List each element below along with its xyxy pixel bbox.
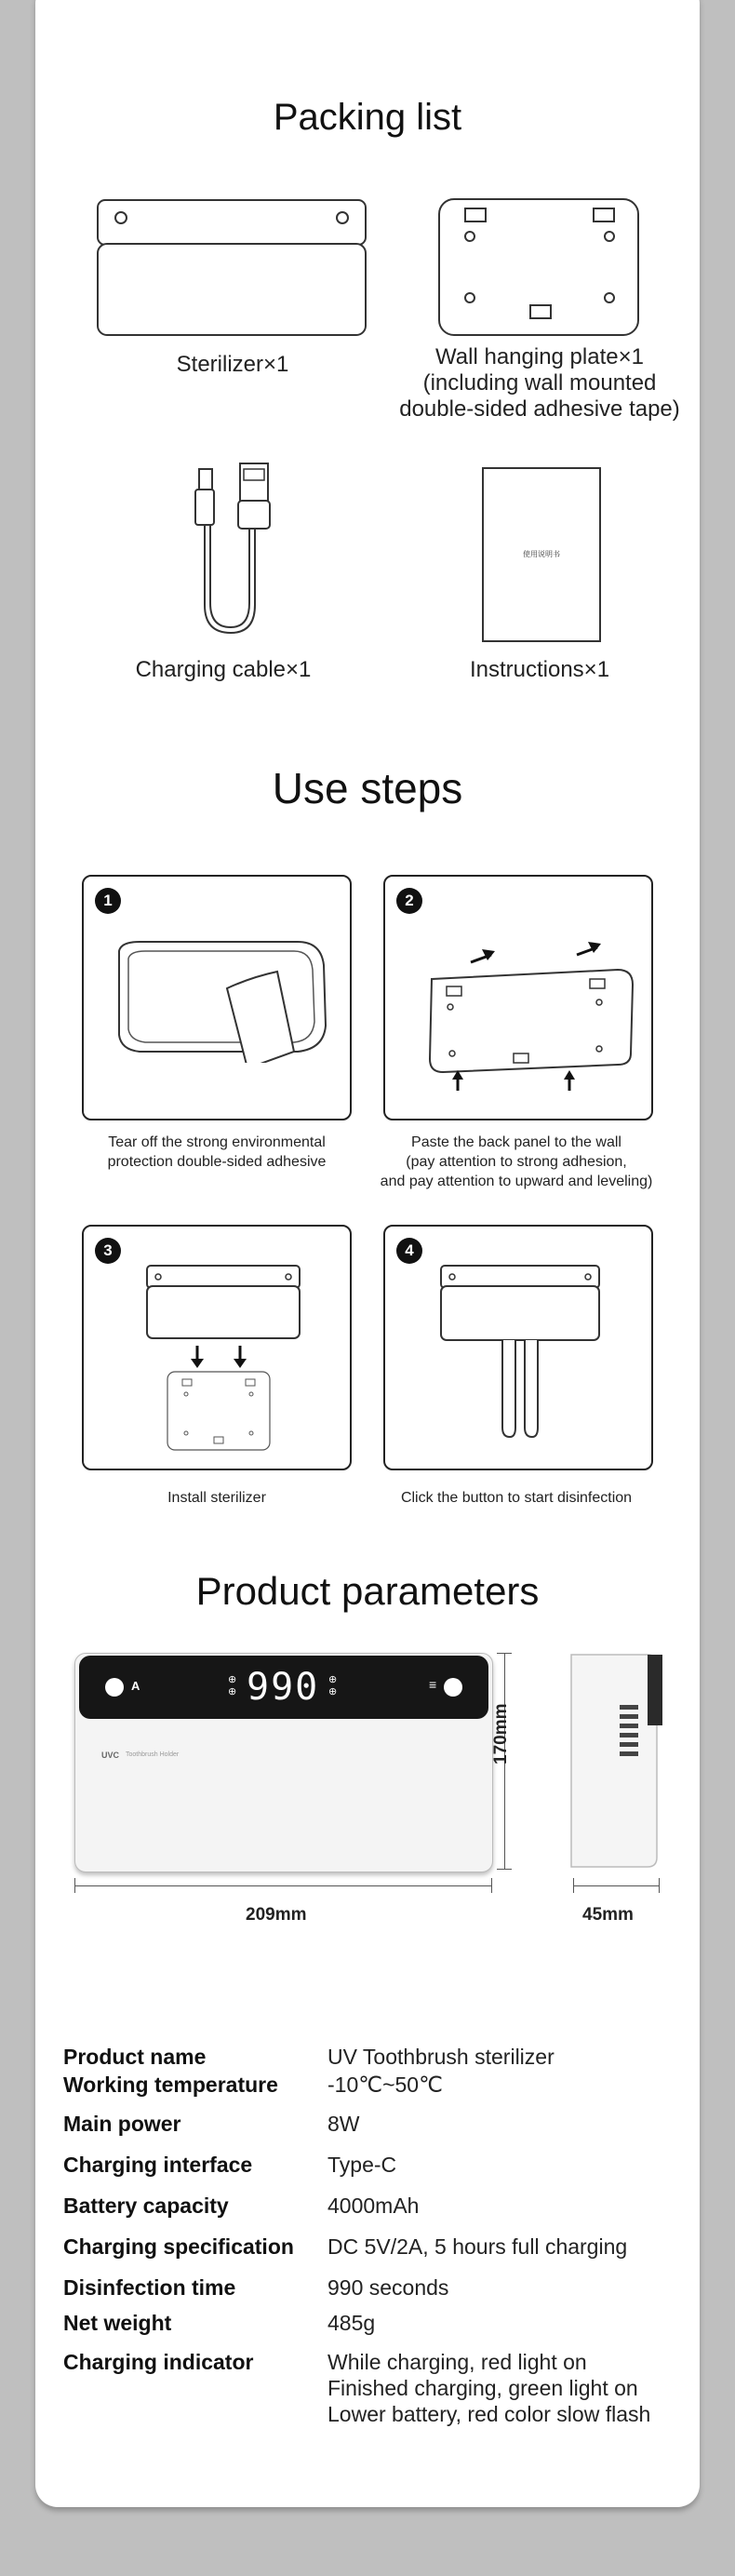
sterilizer-illustration bbox=[93, 195, 372, 344]
mode-label: A bbox=[131, 1679, 140, 1693]
step-3-caption bbox=[82, 1488, 352, 1508]
charging-cable-illustration bbox=[186, 456, 288, 642]
height-label: 170mm bbox=[491, 1703, 511, 1764]
step-1-box bbox=[82, 875, 352, 1120]
param-value: Type-C bbox=[327, 2153, 397, 2177]
param-row bbox=[63, 2111, 650, 2152]
step-number: 1 bbox=[95, 888, 121, 914]
product-display-bar bbox=[79, 1656, 488, 1719]
step-caption-line: (pay attention to strong adhesion, bbox=[406, 1154, 627, 1170]
param-row bbox=[63, 2193, 650, 2234]
step-number: 2 bbox=[396, 888, 422, 914]
param-key: Disinfection time bbox=[63, 2275, 236, 2300]
depth-label: 45mm bbox=[582, 1905, 634, 1925]
step-4-box bbox=[383, 1225, 653, 1470]
param-row bbox=[63, 2234, 650, 2274]
depth-tick-left bbox=[573, 1878, 574, 1893]
step-caption-line: protection double-sided adhesive bbox=[107, 1154, 327, 1170]
param-row bbox=[63, 2349, 650, 2427]
wall-plate-caption-line: double-sided adhesive tape) bbox=[399, 396, 680, 422]
param-value-line: Lower battery, red color slow flash bbox=[327, 2402, 651, 2426]
step-2-caption bbox=[365, 1133, 668, 1191]
brand-sub-label: Toothbrush Holder bbox=[126, 1751, 180, 1758]
width-tick-left bbox=[74, 1878, 75, 1893]
param-row bbox=[63, 2274, 650, 2310]
param-key: Working temperature bbox=[63, 2073, 278, 2097]
param-row bbox=[63, 2044, 650, 2072]
param-key: Main power bbox=[63, 2112, 181, 2136]
left-indicators: ⊕ ⊕ bbox=[228, 1674, 237, 1697]
param-value: 4000mAh bbox=[327, 2194, 420, 2218]
width-tick-right bbox=[491, 1878, 492, 1893]
steps-title: Use steps bbox=[272, 764, 463, 812]
param-value: 990 seconds bbox=[327, 2275, 449, 2300]
brand-label: UVC bbox=[101, 1751, 120, 1760]
wall-plate-illustration bbox=[437, 195, 642, 340]
step-2-box bbox=[383, 875, 653, 1120]
param-key: Charging interface bbox=[63, 2153, 253, 2177]
param-key: Charging indicator bbox=[63, 2350, 254, 2374]
param-key: Battery capacity bbox=[63, 2194, 229, 2218]
packing-title: Packing list bbox=[273, 97, 462, 138]
depth-dimension-line bbox=[573, 1885, 659, 1886]
param-value-line: While charging, red light on bbox=[327, 2350, 587, 2374]
wall-plate-caption-line: Wall hanging plate×1 bbox=[435, 344, 644, 369]
instructions-booklet bbox=[482, 467, 601, 642]
param-key: Net weight bbox=[63, 2311, 172, 2335]
param-row bbox=[63, 2310, 650, 2349]
menu-icon: ≡ bbox=[429, 1677, 437, 1692]
booklet-title: 使用说明书 bbox=[523, 550, 560, 558]
install-sterilizer-illustration bbox=[112, 1260, 326, 1465]
packing-caption-cable: Charging cable×1 bbox=[135, 657, 312, 682]
parameters-table bbox=[63, 2044, 650, 2427]
paste-panel-illustration bbox=[404, 914, 636, 1091]
param-value: DC 5V/2A, 5 hours full charging bbox=[327, 2234, 628, 2259]
right-indicators: ⊕ ⊕ bbox=[328, 1674, 338, 1697]
step-caption-line: Click the button to start disinfection bbox=[400, 1490, 633, 1506]
param-value: -10℃~50℃ bbox=[327, 2073, 443, 2097]
product-title: Product parameters bbox=[195, 1569, 540, 1613]
step-caption-line: and pay attention to upward and leveling) bbox=[380, 1174, 653, 1189]
param-value: UV Toothbrush sterilizer bbox=[327, 2045, 555, 2069]
product-front-view bbox=[74, 1653, 493, 1872]
packing-caption-sterilizer: Sterilizer×1 bbox=[176, 352, 289, 377]
width-label: 209mm bbox=[246, 1905, 307, 1925]
param-value: 8W bbox=[327, 2112, 360, 2136]
depth-tick-right bbox=[659, 1878, 660, 1893]
param-row bbox=[63, 2152, 650, 2193]
step-caption-line: Install sterilizer bbox=[167, 1490, 266, 1506]
param-key: Charging specification bbox=[63, 2234, 294, 2259]
step-caption-line: Paste the back panel to the wall bbox=[411, 1134, 621, 1150]
product-side-view bbox=[569, 1649, 664, 1872]
timer-display: 990 bbox=[247, 1666, 320, 1709]
step-number: 3 bbox=[95, 1238, 121, 1264]
step-1-caption bbox=[63, 1133, 370, 1172]
param-row bbox=[63, 2072, 650, 2111]
width-dimension-line bbox=[74, 1885, 491, 1886]
step-3-box bbox=[82, 1225, 352, 1470]
packing-caption-wall-plate bbox=[391, 344, 688, 423]
height-tick-top bbox=[497, 1653, 512, 1654]
param-value: 485g bbox=[327, 2311, 376, 2335]
param-value-multiline bbox=[327, 2349, 650, 2427]
step-caption-line: Tear off the strong environmental bbox=[108, 1134, 326, 1150]
height-tick-bottom bbox=[497, 1869, 512, 1870]
param-value-line: Finished charging, green light on bbox=[327, 2376, 638, 2400]
wall-plate-caption-line: (including wall mounted bbox=[422, 370, 657, 396]
start-disinfection-illustration bbox=[413, 1260, 627, 1465]
step-4-caption bbox=[372, 1488, 661, 1508]
uv-button[interactable] bbox=[444, 1678, 462, 1697]
param-key: Product name bbox=[63, 2045, 207, 2069]
packing-caption-instructions: Instructions×1 bbox=[469, 657, 610, 682]
peel-adhesive-illustration bbox=[112, 932, 335, 1063]
power-button[interactable] bbox=[105, 1678, 124, 1697]
step-number: 4 bbox=[396, 1238, 422, 1264]
